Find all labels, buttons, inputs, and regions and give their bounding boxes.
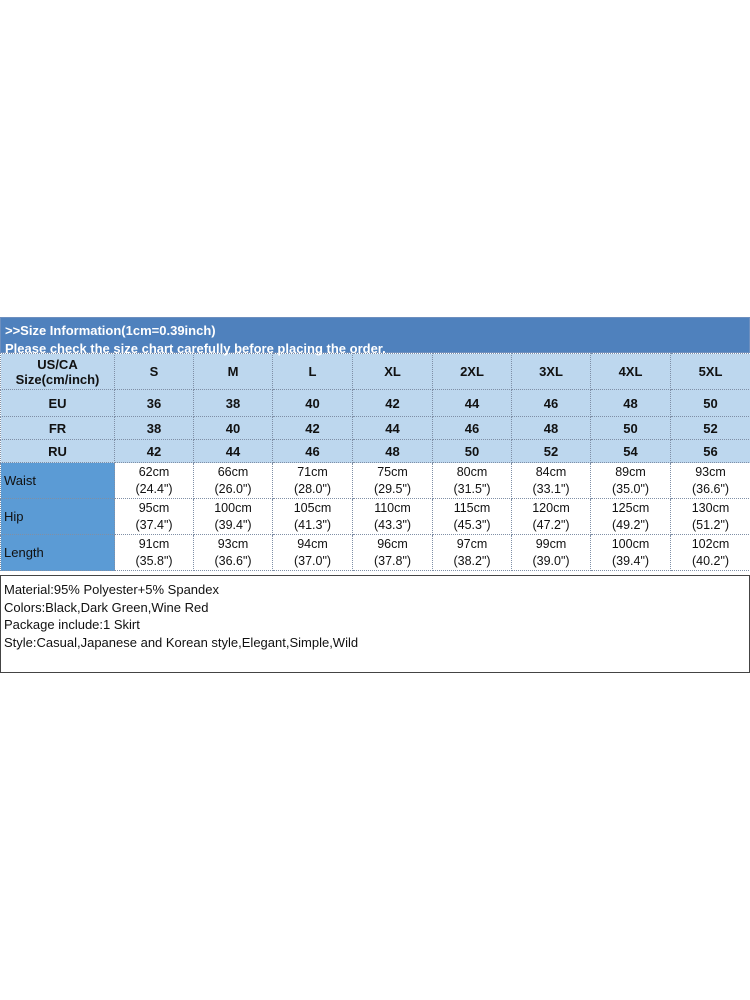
measurement-cell — [512, 499, 591, 535]
size-cell: 44 — [433, 390, 512, 417]
size-cell: 54 — [591, 440, 671, 463]
measurement-cell — [273, 463, 353, 499]
measurement-cm: 93cm — [217, 536, 249, 551]
size-cell: 40 — [273, 390, 353, 417]
measurement-cell — [671, 499, 750, 535]
size-cell: 36 — [115, 390, 194, 417]
size-cell: 3XL — [512, 354, 591, 390]
size-cell: 42 — [115, 440, 194, 463]
measurement-label: Hip — [1, 499, 115, 535]
measurement-inch: (35.8") — [135, 553, 173, 568]
measurement-inch: (36.6") — [214, 553, 252, 568]
measurement-inch: (40.2") — [691, 553, 730, 568]
measurement-cm: 96cm — [377, 536, 408, 551]
size-row-label — [1, 390, 115, 417]
measurement-cm: 125cm — [611, 500, 650, 515]
size-cell: 48 — [591, 390, 671, 417]
measurement-cell — [591, 463, 671, 499]
measurement-cm: 102cm — [691, 536, 730, 551]
size-cell: 4XL — [591, 354, 671, 390]
measurement-cm: 115cm — [453, 500, 491, 515]
measurement-cm: 66cm — [217, 464, 249, 479]
measurement-cell — [115, 499, 194, 535]
size-cell: 42 — [353, 390, 433, 417]
size-cell: 40 — [194, 417, 273, 440]
size-row-label-main: RU — [48, 443, 67, 459]
size-row-label — [1, 354, 115, 390]
size-row — [1, 417, 750, 440]
size-row — [1, 390, 750, 417]
measurement-cell — [433, 463, 512, 499]
size-row-label-main: FR — [48, 420, 67, 436]
measurement-cm: 95cm — [138, 500, 170, 515]
size-cell: 38 — [115, 417, 194, 440]
measurement-cell — [433, 499, 512, 535]
size-row-label — [1, 440, 115, 463]
size-row-label — [1, 417, 115, 440]
measurement-cm: 89cm — [615, 464, 646, 479]
measurement-row — [1, 499, 750, 535]
measurement-cell — [273, 499, 353, 535]
size-cell: 46 — [273, 440, 353, 463]
measurement-inch: (49.2") — [611, 517, 650, 532]
measurement-cm: 100cm — [214, 500, 252, 515]
measurement-cm: 75cm — [377, 464, 408, 479]
size-cell: 50 — [591, 417, 671, 440]
measurement-cell — [512, 535, 591, 571]
measurement-cell — [512, 463, 591, 499]
size-cell: 56 — [671, 440, 750, 463]
size-row-label-main: US/CA — [37, 356, 78, 372]
measurement-inch: (36.6") — [691, 481, 730, 496]
size-cell: S — [115, 354, 194, 390]
measurement-inch: (28.0") — [293, 481, 332, 496]
size-cell: 5XL — [671, 354, 750, 390]
measurement-cell — [433, 535, 512, 571]
measurement-cm: 93cm — [695, 464, 726, 479]
measurement-inch: (33.1") — [532, 481, 570, 496]
size-cell: 44 — [353, 417, 433, 440]
measurement-cm: 94cm — [297, 536, 328, 551]
note-line: Style:Casual,Japanese and Korean style,Elegant,Simple,Wild — [4, 634, 359, 650]
size-cell: 42 — [273, 417, 353, 440]
size-cell: 38 — [194, 390, 273, 417]
size-row — [1, 354, 750, 390]
size-info-header — [0, 317, 750, 356]
size-cell: 52 — [512, 440, 591, 463]
measurement-cell — [115, 535, 194, 571]
measurement-cell — [671, 463, 750, 499]
measurement-inch: (24.4") — [135, 481, 173, 496]
note-line: Package include:1 Skirt — [4, 617, 140, 632]
measurement-row — [1, 463, 750, 499]
measurement-cm: 100cm — [611, 536, 650, 551]
size-cell: 2XL — [433, 354, 512, 390]
measurement-inch: (43.3") — [373, 517, 412, 532]
measurement-cm: 120cm — [532, 500, 570, 515]
size-table — [0, 353, 750, 571]
measurement-cell — [353, 463, 433, 499]
measurement-inch: (38.2") — [453, 553, 491, 568]
measurement-cell — [353, 535, 433, 571]
size-cell: 46 — [433, 417, 512, 440]
measurement-inch: (51.2") — [691, 517, 730, 532]
measurement-inch: (39.0") — [532, 553, 570, 568]
measurement-cell — [273, 535, 353, 571]
measurement-inch: (47.2") — [532, 517, 570, 532]
measurement-inch: (31.5") — [453, 481, 491, 496]
measurement-cell — [591, 499, 671, 535]
size-row — [1, 440, 750, 463]
size-row-label-sub: Size(cm/inch) — [15, 371, 100, 387]
size-cell: 44 — [194, 440, 273, 463]
measurement-cm: 80cm — [456, 464, 488, 479]
size-info-instruction: Please check the size chart carefully before placing the order. — [5, 341, 386, 356]
note-line: Material:95% Polyester+5% Spandex — [4, 582, 219, 597]
measurement-inch: (39.4") — [611, 553, 650, 568]
size-cell: XL — [353, 354, 433, 390]
product-notes — [0, 575, 750, 673]
size-cell: L — [273, 354, 353, 390]
size-cell: 52 — [671, 417, 750, 440]
size-chart — [0, 317, 750, 673]
measurement-inch: (45.3") — [453, 517, 491, 532]
measurement-inch: (41.3") — [293, 517, 332, 532]
size-cell: 50 — [433, 440, 512, 463]
measurement-cm: 91cm — [138, 536, 170, 551]
size-cell: 50 — [671, 390, 750, 417]
measurement-cell — [591, 535, 671, 571]
measurement-inch: (37.0") — [293, 553, 332, 568]
measurement-cm: 110cm — [374, 500, 411, 515]
measurement-cm: 84cm — [535, 464, 567, 479]
size-row-label-main: EU — [48, 395, 67, 411]
measurement-cm: 130cm — [691, 500, 730, 515]
measurement-cm: 97cm — [456, 536, 488, 551]
size-cell: 48 — [512, 417, 591, 440]
measurement-row — [1, 535, 750, 571]
measurement-cell — [194, 535, 273, 571]
measurement-inch: (35.0") — [611, 481, 650, 496]
measurement-cell — [194, 499, 273, 535]
measurement-label: Length — [1, 535, 115, 571]
measurement-cm: 99cm — [535, 536, 567, 551]
measurement-cell — [194, 463, 273, 499]
measurement-cm: 105cm — [293, 500, 332, 515]
measurement-label: Waist — [1, 463, 115, 499]
measurement-cell — [115, 463, 194, 499]
measurement-inch: (37.4") — [135, 517, 173, 532]
measurement-inch: (39.4") — [214, 517, 252, 532]
measurement-inch: (29.5") — [373, 481, 412, 496]
size-info-title: >>Size Information(1cm=0.39inch) — [5, 323, 216, 338]
note-line: Colors:Black,Dark Green,Wine Red — [4, 599, 209, 615]
size-cell: M — [194, 354, 273, 390]
measurement-inch: (37.8") — [373, 553, 412, 568]
measurement-inch: (26.0") — [214, 481, 252, 496]
measurement-cm: 71cm — [297, 464, 328, 479]
size-cell: 48 — [353, 440, 433, 463]
size-cell: 46 — [512, 390, 591, 417]
measurement-cell — [353, 499, 433, 535]
measurement-cm: 62cm — [138, 464, 170, 479]
measurement-cell — [671, 535, 750, 571]
